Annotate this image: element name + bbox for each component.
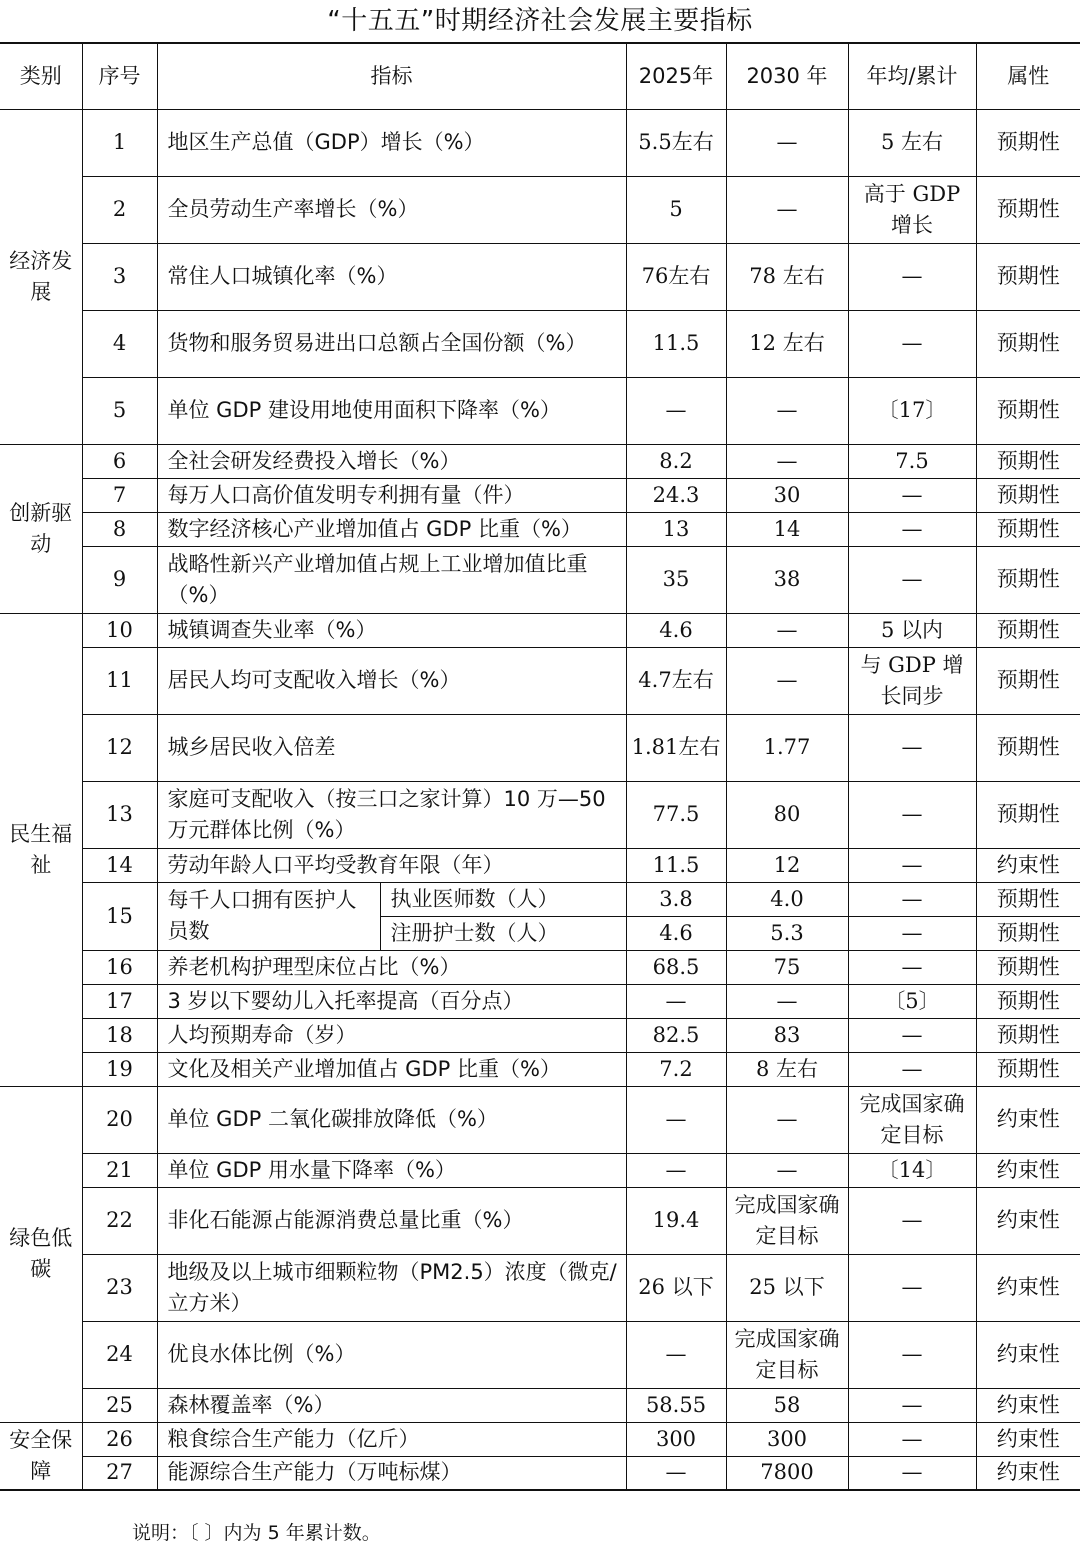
header-row xyxy=(0,43,1080,109)
table-row xyxy=(0,1254,1080,1321)
category-security: 安全保障 xyxy=(0,1422,82,1490)
value-2030: — xyxy=(726,1086,848,1153)
row-number: 3 xyxy=(82,243,157,310)
attribute: 预期性 xyxy=(976,310,1080,377)
attribute: 预期性 xyxy=(976,781,1080,848)
category-economy: 经济发展 xyxy=(0,109,82,444)
table-title: “十五五”时期经济社会发展主要指标 xyxy=(327,6,753,36)
value-avg: — xyxy=(848,243,976,310)
attribute: 预期性 xyxy=(976,176,1080,243)
attribute: 预期性 xyxy=(976,243,1080,310)
value-avg: — xyxy=(848,1422,976,1456)
indicator-name: 战略性新兴产业增加值占规上工业增加值比重（%） xyxy=(157,546,626,613)
value-2025: 76左右 xyxy=(626,243,726,310)
value-2030: 75 xyxy=(726,950,848,984)
attribute: 约束性 xyxy=(976,1153,1080,1187)
indicator-name: 3 岁以下婴幼儿入托率提高（百分点） xyxy=(157,984,626,1018)
row-number: 5 xyxy=(82,377,157,444)
table-row xyxy=(0,781,1080,848)
row-number: 9 xyxy=(82,546,157,613)
value-avg: — xyxy=(848,512,976,546)
value-2025: 4.6 xyxy=(626,613,726,647)
attribute: 预期性 xyxy=(976,714,1080,781)
indicator-name: 全社会研发经费投入增长（%） xyxy=(157,444,626,478)
value-2030: 58 xyxy=(726,1388,848,1422)
value-2025: 11.5 xyxy=(626,848,726,882)
value-2025: — xyxy=(626,1153,726,1187)
value-2030: 38 xyxy=(726,546,848,613)
attribute: 预期性 xyxy=(976,109,1080,176)
row-number: 2 xyxy=(82,176,157,243)
value-2030: 30 xyxy=(726,478,848,512)
value-avg: — xyxy=(848,1254,976,1321)
attribute: 预期性 xyxy=(976,647,1080,714)
sub-indicator-name: 执业医师数（人） xyxy=(380,882,626,916)
footnote: 说明：〔 〕内为 5 年累计数。 xyxy=(132,1522,381,1544)
sub-indicator-name: 注册护士数（人） xyxy=(380,916,626,950)
value-avg: 5 以内 xyxy=(848,613,976,647)
value-avg: 5 左右 xyxy=(848,109,976,176)
header-no: 序号 xyxy=(82,43,157,109)
row-number: 1 xyxy=(82,109,157,176)
indicator-name: 森林覆盖率（%） xyxy=(157,1388,626,1422)
indicator-name: 常住人口城镇化率（%） xyxy=(157,243,626,310)
indicator-name: 劳动年龄人口平均受教育年限（年） xyxy=(157,848,626,882)
table-row xyxy=(0,647,1080,714)
attribute: 约束性 xyxy=(976,1321,1080,1388)
value-avg: — xyxy=(848,1018,976,1052)
attribute: 约束性 xyxy=(976,1388,1080,1422)
table-row xyxy=(0,478,1080,512)
value-2025: 26 以下 xyxy=(626,1254,726,1321)
attribute: 预期性 xyxy=(976,950,1080,984)
row-number: 19 xyxy=(82,1052,157,1086)
row-number: 22 xyxy=(82,1187,157,1254)
attribute: 预期性 xyxy=(976,546,1080,613)
table-row xyxy=(0,714,1080,781)
value-avg: — xyxy=(848,310,976,377)
value-2030: 4.0 xyxy=(726,882,848,916)
table-row xyxy=(0,848,1080,882)
row-number: 15 xyxy=(82,882,157,950)
attribute: 约束性 xyxy=(976,1254,1080,1321)
indicator-name: 优良水体比例（%） xyxy=(157,1321,626,1388)
row-number: 26 xyxy=(82,1422,157,1456)
row-number: 17 xyxy=(82,984,157,1018)
row-number: 23 xyxy=(82,1254,157,1321)
attribute: 约束性 xyxy=(976,1187,1080,1254)
row-number: 4 xyxy=(82,310,157,377)
indicator-name: 每千人口拥有医护人员数 xyxy=(157,882,380,950)
indicator-name: 能源综合生产能力（万吨标煤） xyxy=(157,1456,626,1490)
attribute: 预期性 xyxy=(976,984,1080,1018)
table-row xyxy=(0,1321,1080,1388)
value-2025: — xyxy=(626,1321,726,1388)
attribute: 预期性 xyxy=(976,1018,1080,1052)
table-row xyxy=(0,546,1080,613)
header-2025: 2025年 xyxy=(626,43,726,109)
indicator-name: 粮食综合生产能力（亿斤） xyxy=(157,1422,626,1456)
indicator-name: 文化及相关产业增加值占 GDP 比重（%） xyxy=(157,1052,626,1086)
category-green: 绿色低碳 xyxy=(0,1086,82,1422)
value-avg: — xyxy=(848,882,976,916)
attribute: 预期性 xyxy=(976,478,1080,512)
value-2025: 300 xyxy=(626,1422,726,1456)
value-2025: 5.5左右 xyxy=(626,109,726,176)
indicator-name: 家庭可支配收入（按三口之家计算）10 万—50 万元群体比例（%） xyxy=(157,781,626,848)
indicator-name: 单位 GDP 二氧化碳排放降低（%） xyxy=(157,1086,626,1153)
indicator-name: 非化石能源占能源消费总量比重（%） xyxy=(157,1187,626,1254)
value-2025: — xyxy=(626,377,726,444)
value-2030: 8 左右 xyxy=(726,1052,848,1086)
row-number: 27 xyxy=(82,1456,157,1490)
indicator-name: 数字经济核心产业增加值占 GDP 比重（%） xyxy=(157,512,626,546)
indicator-name: 地级及以上城市细颗粒物（PM2.5）浓度（微克/立方米） xyxy=(157,1254,626,1321)
attribute: 预期性 xyxy=(976,377,1080,444)
attribute: 约束性 xyxy=(976,1456,1080,1490)
row-number: 10 xyxy=(82,613,157,647)
value-2030: — xyxy=(726,377,848,444)
value-avg: — xyxy=(848,1456,976,1490)
row-number: 21 xyxy=(82,1153,157,1187)
value-avg: — xyxy=(848,1388,976,1422)
value-2030: — xyxy=(726,109,848,176)
value-avg: — xyxy=(848,1321,976,1388)
value-avg: — xyxy=(848,1187,976,1254)
category-welfare: 民生福祉 xyxy=(0,613,82,1086)
indicator-name: 每万人口高价值发明专利拥有量（件） xyxy=(157,478,626,512)
row-number: 12 xyxy=(82,714,157,781)
value-avg: 〔14〕 xyxy=(848,1153,976,1187)
value-2030: 12 xyxy=(726,848,848,882)
value-2025: — xyxy=(626,1086,726,1153)
value-2030: — xyxy=(726,1153,848,1187)
indicator-name: 居民人均可支配收入增长（%） xyxy=(157,647,626,714)
table-row xyxy=(0,377,1080,444)
value-2030: 7800 xyxy=(726,1456,848,1490)
value-2025: 8.2 xyxy=(626,444,726,478)
category-innovation: 创新驱动 xyxy=(0,444,82,613)
row-number: 11 xyxy=(82,647,157,714)
attribute: 预期性 xyxy=(976,916,1080,950)
row-number: 25 xyxy=(82,1388,157,1422)
table-row xyxy=(0,1187,1080,1254)
attribute: 预期性 xyxy=(976,1052,1080,1086)
table-row xyxy=(0,1422,1080,1456)
value-avg: — xyxy=(848,848,976,882)
value-avg: — xyxy=(848,781,976,848)
table-row xyxy=(0,882,1080,916)
value-avg: 〔5〕 xyxy=(848,984,976,1018)
attribute: 预期性 xyxy=(976,613,1080,647)
indicator-name: 人均预期寿命（岁） xyxy=(157,1018,626,1052)
table-row xyxy=(0,1153,1080,1187)
value-2030: 80 xyxy=(726,781,848,848)
table-row xyxy=(0,984,1080,1018)
indicators-table xyxy=(0,42,1080,1491)
table-row xyxy=(0,310,1080,377)
value-2025: 82.5 xyxy=(626,1018,726,1052)
value-2030: 5.3 xyxy=(726,916,848,950)
header-avg: 年均/累计 xyxy=(848,43,976,109)
attribute: 预期性 xyxy=(976,512,1080,546)
value-2025: 11.5 xyxy=(626,310,726,377)
value-2030: 14 xyxy=(726,512,848,546)
header-attr: 属性 xyxy=(976,43,1080,109)
value-2030: 78 左右 xyxy=(726,243,848,310)
attribute: 预期性 xyxy=(976,882,1080,916)
row-number: 24 xyxy=(82,1321,157,1388)
value-2025: 13 xyxy=(626,512,726,546)
value-2030: — xyxy=(726,613,848,647)
row-number: 18 xyxy=(82,1018,157,1052)
table-row xyxy=(0,243,1080,310)
value-2025: 4.6 xyxy=(626,916,726,950)
indicator-name: 单位 GDP 建设用地使用面积下降率（%） xyxy=(157,377,626,444)
value-avg: — xyxy=(848,950,976,984)
table-row xyxy=(0,512,1080,546)
row-number: 16 xyxy=(82,950,157,984)
value-2030: 83 xyxy=(726,1018,848,1052)
attribute: 预期性 xyxy=(976,444,1080,478)
header-2030: 2030 年 xyxy=(726,43,848,109)
value-2025: 77.5 xyxy=(626,781,726,848)
value-2025: — xyxy=(626,984,726,1018)
value-2025: 68.5 xyxy=(626,950,726,984)
value-2025: 5 xyxy=(626,176,726,243)
value-2030: 12 左右 xyxy=(726,310,848,377)
value-2025: 1.81左右 xyxy=(626,714,726,781)
value-2030: 300 xyxy=(726,1422,848,1456)
header-indicator: 指标 xyxy=(157,43,626,109)
value-2025: 19.4 xyxy=(626,1187,726,1254)
value-2030: — xyxy=(726,647,848,714)
value-avg: — xyxy=(848,478,976,512)
value-2025: 35 xyxy=(626,546,726,613)
header-category: 类别 xyxy=(0,43,82,109)
value-2025: 4.7左右 xyxy=(626,647,726,714)
value-avg: 7.5 xyxy=(848,444,976,478)
indicator-name: 单位 GDP 用水量下降率（%） xyxy=(157,1153,626,1187)
row-number: 8 xyxy=(82,512,157,546)
value-2025: 3.8 xyxy=(626,882,726,916)
row-number: 7 xyxy=(82,478,157,512)
value-2025: 24.3 xyxy=(626,478,726,512)
indicator-name: 养老机构护理型床位占比（%） xyxy=(157,950,626,984)
indicator-name: 地区生产总值（GDP）增长（%） xyxy=(157,109,626,176)
indicator-name: 全员劳动生产率增长（%） xyxy=(157,176,626,243)
attribute: 约束性 xyxy=(976,1086,1080,1153)
value-avg: — xyxy=(848,714,976,781)
value-avg: — xyxy=(848,1052,976,1086)
indicator-name: 城乡居民收入倍差 xyxy=(157,714,626,781)
value-2030: — xyxy=(726,176,848,243)
table-row xyxy=(0,1456,1080,1490)
value-2030: — xyxy=(726,444,848,478)
indicator-name: 货物和服务贸易进出口总额占全国份额（%） xyxy=(157,310,626,377)
table-row xyxy=(0,176,1080,243)
table-row xyxy=(0,1388,1080,1422)
table-body xyxy=(0,109,1080,1490)
table-row xyxy=(0,613,1080,647)
value-2030: 完成国家确定目标 xyxy=(726,1187,848,1254)
value-2030: — xyxy=(726,984,848,1018)
value-2025: 7.2 xyxy=(626,1052,726,1086)
value-avg: — xyxy=(848,916,976,950)
table-row xyxy=(0,109,1080,176)
value-2030: 25 以下 xyxy=(726,1254,848,1321)
value-2025: — xyxy=(626,1456,726,1490)
table-row xyxy=(0,1086,1080,1153)
table-row xyxy=(0,444,1080,478)
value-avg: 〔17〕 xyxy=(848,377,976,444)
value-2025: 58.55 xyxy=(626,1388,726,1422)
table-row xyxy=(0,1018,1080,1052)
value-2030: 完成国家确定目标 xyxy=(726,1321,848,1388)
attribute: 约束性 xyxy=(976,848,1080,882)
value-avg: — xyxy=(848,546,976,613)
table-row xyxy=(0,1052,1080,1086)
value-avg: 与 GDP 增长同步 xyxy=(848,647,976,714)
indicator-name: 城镇调查失业率（%） xyxy=(157,613,626,647)
row-number: 20 xyxy=(82,1086,157,1153)
value-avg: 高于 GDP 增长 xyxy=(848,176,976,243)
value-2030: 1.77 xyxy=(726,714,848,781)
attribute: 约束性 xyxy=(976,1422,1080,1456)
table-row xyxy=(0,950,1080,984)
value-avg: 完成国家确定目标 xyxy=(848,1086,976,1153)
row-number: 6 xyxy=(82,444,157,478)
row-number: 14 xyxy=(82,848,157,882)
row-number: 13 xyxy=(82,781,157,848)
